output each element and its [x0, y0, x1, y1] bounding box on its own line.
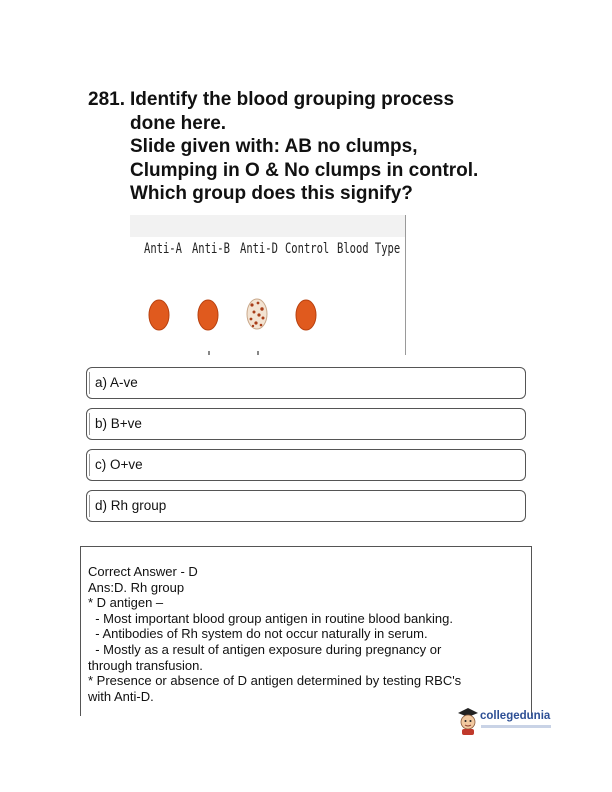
slide-label-anti-b: Anti-B: [192, 239, 230, 257]
slide-top-band: [130, 215, 405, 237]
slide-label-control: Control: [285, 239, 330, 257]
slide-label-anti-a: Anti-A: [144, 239, 182, 257]
answer-line-5: - Antibodies of Rh system do not occur naturally in serum.: [88, 626, 428, 642]
logo-text: collegedunia: [480, 710, 551, 722]
answer-line-7: through transfusion.: [88, 657, 203, 673]
answer-options: [86, 367, 526, 531]
collegedunia-logo: [456, 706, 556, 746]
option-a[interactable]: a) A-ve: [86, 367, 526, 399]
question-line-2: done here.: [130, 112, 227, 134]
answer-line-8: * Presence or absence of D antigen determined by testing RBC's: [88, 673, 462, 689]
option-d[interactable]: d) Rh group: [86, 490, 526, 522]
slide-label-blood-type: Blood Type: [337, 239, 401, 257]
answer-line-6: - Mostly as a result of antigen exposure during pregnancy or: [88, 641, 442, 657]
answer-line-3: * D antigen –: [88, 595, 164, 611]
answer-line-2: Ans:D. Rh group: [88, 579, 185, 595]
drop-control: [296, 300, 316, 330]
drop-anti-d-clumped: [247, 299, 267, 329]
logo-tagline-bar: [481, 725, 551, 728]
drop-anti-b: [198, 300, 218, 330]
question-number: 281.: [88, 89, 125, 110]
answer-explanation: [80, 546, 532, 716]
blood-typing-slide-image: [130, 215, 406, 355]
drop-anti-a: [149, 300, 169, 330]
question-line-3: Slide given with: AB no clumps,: [130, 136, 418, 157]
student-mascot-icon: [456, 706, 480, 736]
answer-line-1: Correct Answer - D: [88, 564, 198, 579]
question-line-4: Clumping in O & No clumps in control.: [130, 159, 479, 181]
question-line-5: Which group does this signify?: [130, 183, 413, 204]
option-c[interactable]: c) O+ve: [86, 449, 526, 481]
answer-line-9: with Anti-D.: [88, 688, 154, 704]
option-b[interactable]: b) B+ve: [86, 408, 526, 440]
question-block: [88, 88, 548, 206]
question-line-1: 281. Identify the blood grouping process: [88, 89, 455, 110]
answer-line-4: - Most important blood group antigen in routine blood banking.: [88, 610, 453, 626]
slide-label-anti-d: Anti-D: [240, 239, 278, 257]
